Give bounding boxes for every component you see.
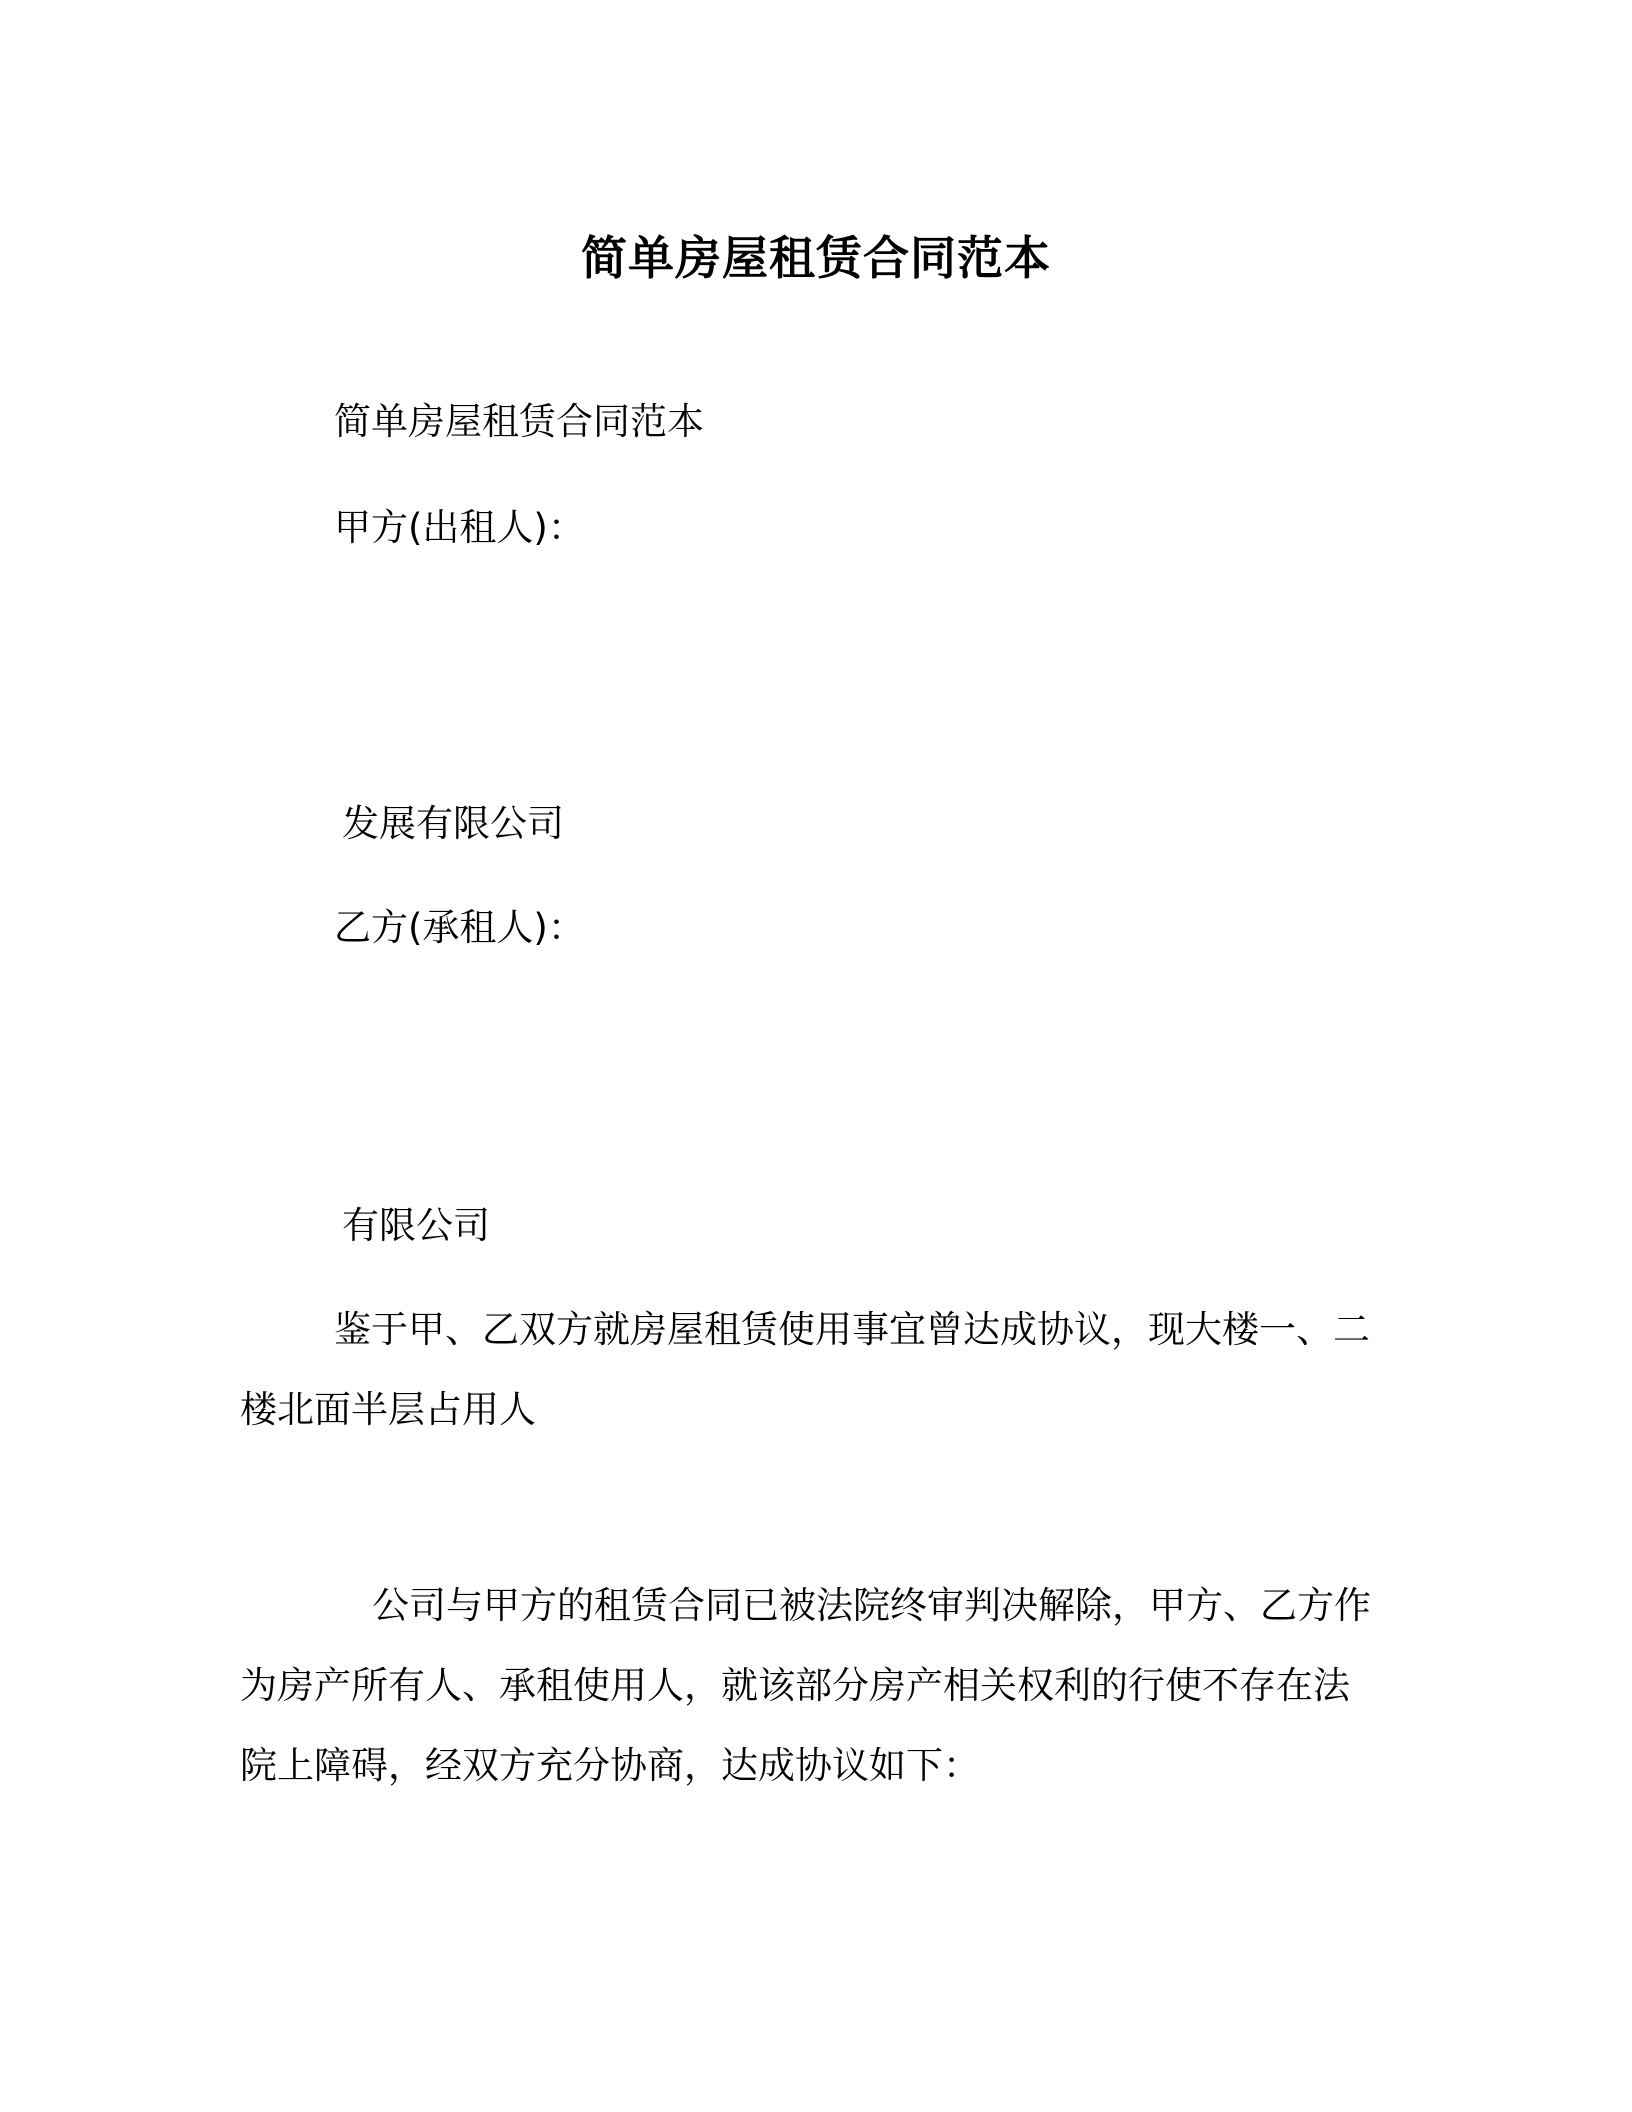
party-b-name: 有限公司 <box>342 1204 490 1247</box>
paragraph-2-line-3: 院上障碍，经双方充分协商，达成协议如下： <box>240 1744 980 1787</box>
party-a-label: 甲方(出租人)： <box>334 506 585 549</box>
party-b-label: 乙方(承租人)： <box>334 906 585 949</box>
paragraph-1-line-1: 鉴于甲、乙双方就房屋租赁使用事宜曾达成协议，现大楼一、二 <box>334 1308 1370 1351</box>
party-a-name: 发展有限公司 <box>342 802 564 845</box>
paragraph-2-line-1: 公司与甲方的租赁合同已被法院终审判决解除，甲方、乙方作 <box>372 1584 1371 1627</box>
document-title: 简单房屋租赁合同范本 <box>581 231 1051 285</box>
paragraph-2-line-2: 为房产所有人、承租使用人，就该部分房产相关权利的行使不存在法 <box>240 1664 1350 1707</box>
paragraph-1-line-2: 楼北面半层占用人 <box>240 1388 536 1431</box>
document-subtitle: 简单房屋租赁合同范本 <box>334 400 704 443</box>
